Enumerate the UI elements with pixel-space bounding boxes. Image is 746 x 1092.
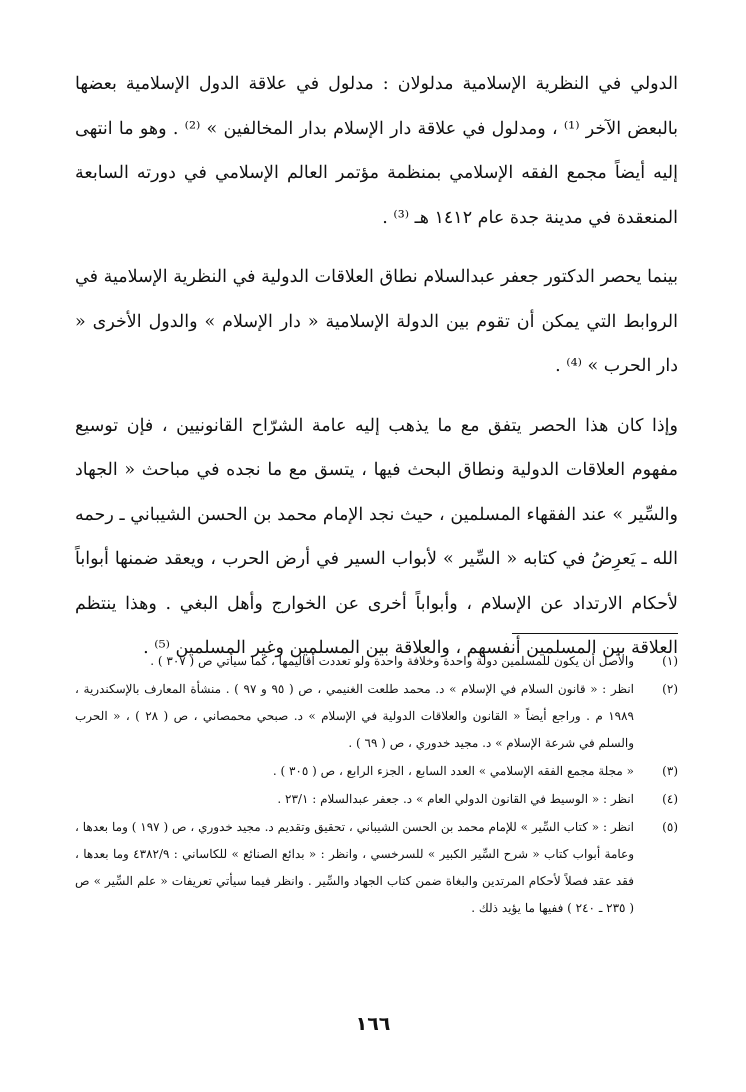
footnote-text: « مجلة مجمع الفقه الإسلامي » العدد السابع ، الجزء الرابع ، ص ( ٣٠٥ ) . <box>272 764 634 778</box>
footnote-number: (١) <box>662 654 678 668</box>
footnote-3 <box>75 758 678 785</box>
page-number: ١٦٦ <box>355 1013 391 1035</box>
paragraph-1: الدولي في النظرية الإسلامية مدلولان : مدلول في علاقة الدول الإسلامية بعضها بالبعض الآخر ⁽¹⁾ ، ومدلول في علاقة دار الإسلام بدار المخالفين » ⁽²⁾ . وهو ما انتهى إليه أيضاً مجمع الفقه الإسلامي بمنظمة مؤتمر العالم الإسلامي في دورته السابعة المنعقدة في مدينة جدة عام ١٤١٢ هـ ⁽³⁾ . <box>75 74 679 228</box>
footnote-1 <box>75 648 678 675</box>
footnote-5 <box>75 814 678 922</box>
footnote-text: انظر : « قانون السلام في الإسلام » د. محمد طلعت الغنيمي ، ص ( ٩٥ و ٩٧ ) . منشأة المعارف بالإسكندرية ، ١٩٨٩ م . وراجع أيضاً « القانون والعلاقات الدولية في الإسلام » د. صبحي محمصاني ، ص ( ٢٨ ) ، « الحرب والسلم في شرعة الإسلام » د. مجيد خدوري ، ص ( ٦٩ ) . <box>75 682 634 750</box>
footnote-number: (٤) <box>662 792 678 806</box>
footnote-number: (٥) <box>662 820 678 834</box>
paragraph-2: بينما يحصر الدكتور جعفر عبدالسلام نطاق العلاقات الدولية في النظرية الإسلامية في الروابط التي يمكن أن تقوم بين الدولة الإسلامية « دار الإسلام » والدول الأخرى « دار الحرب » ⁽⁴⁾ . <box>75 267 678 376</box>
footnote-number: (٢) <box>662 682 678 696</box>
paragraph-3: وإذا كان هذا الحصر يتفق مع ما يذهب إليه عامة الشرّاح القانونيين ، فإن توسيع مفهوم العلاقات الدولية ونطاق البحث فيها ، يتسق مع ما نجده في مباحث « الجهاد والسِّير » عند الفقهاء المسلمين ، حيث نجد الإمام محمد بن الحسن الشيباني ـ رحمه الله ـ يَعرِضُ في كتابه « السِّير » لأبواب السير في أرض الحرب ، ويعقد ضمنها أبواباً لأحكام الارتداد عن الإسلام ، وأبواباً أخرى عن الخوارج وأهل البغي . وهذا ينتظم العلاقة بين المسلمين أنفسهم ، والعلاقة بين المسلمين وغير المسلمين ⁽⁵⁾ . <box>75 415 678 658</box>
footnote-4 <box>75 786 678 813</box>
footnote-text: والأصل أن يكون للمسلمين دولة واحدة وخلافة واحدة ولو تعددت أقاليمها ، كما سيأتي ص ( ٣٠٧ ) . <box>150 654 634 668</box>
footnote-number: (٣) <box>662 764 678 778</box>
footnote-text: انظر : « الوسيط في القانون الدولي العام » د. جعفر عبدالسلام : ٢٣/١ . <box>277 792 634 806</box>
footnote-2 <box>75 676 678 757</box>
footnote-separator <box>512 633 678 634</box>
footnote-text: انظر : « كتاب السِّير » للإمام محمد بن الحسن الشيباني ، تحقيق وتقديم د. مجيد خدوري ، ص ( ١٩٧ ) وما بعدها ، وعامة أبواب كتاب « شرح السِّير الكبير » للسرخسي ، وانظر : « بدائع الصنائع » للكاساني : ٤٣٨٢/٩ وما بعدها ، فقد عقد فصلاً لأحكام المرتدين والبغاة ضمن كتاب الجهاد والسِّير . وانظر فيما سيأتي تعريفات « علم السِّير » ص ( ٢٣٥ ـ ٢٤٠ ) ففيها ما يؤيد ذلك . <box>75 820 634 915</box>
footnotes <box>75 648 678 922</box>
main-text <box>75 62 678 671</box>
